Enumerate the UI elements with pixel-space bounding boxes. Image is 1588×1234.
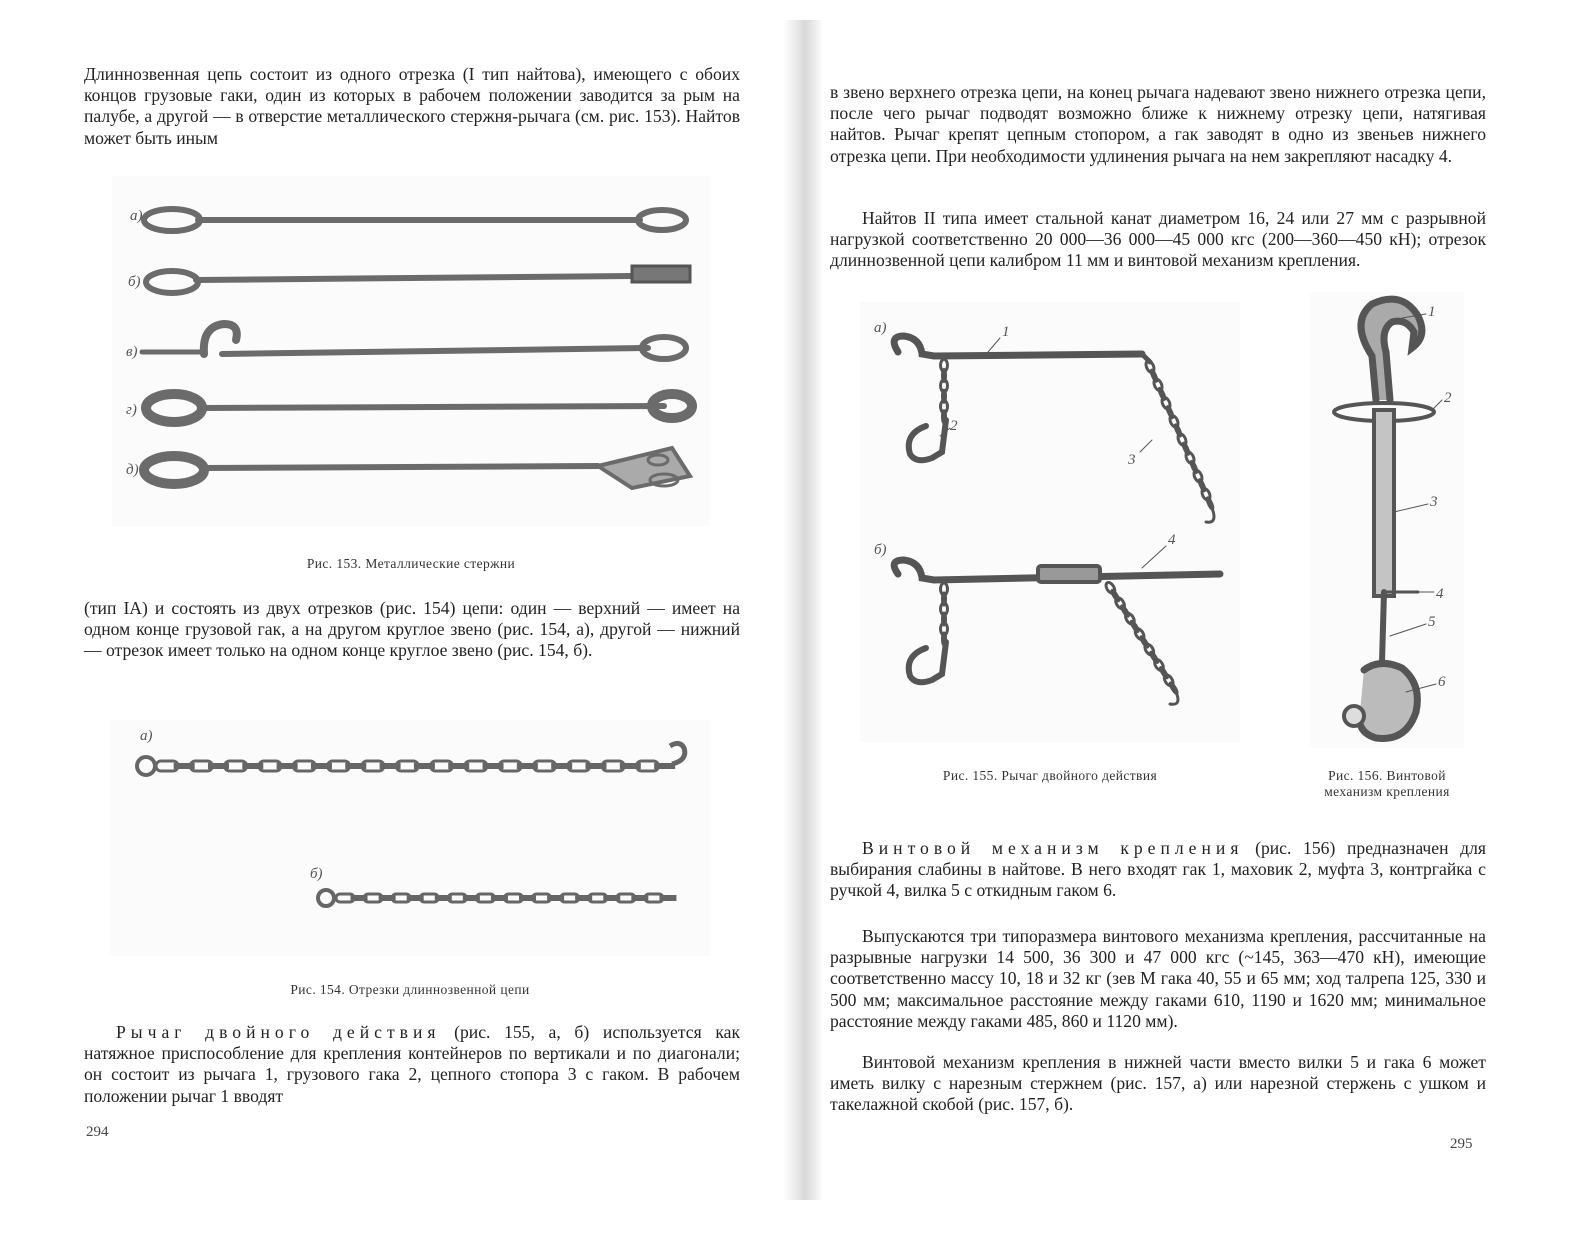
chain-b [336, 894, 675, 902]
right-paragraph-4: Выпускаются три типоразмера винтового механизма крепления, рассчитанные на разрывные нагрузки 14 500, 36 300 и 47 000 кгс (~145, 363—470 кН), имеющие соответственно массу 10, 18 и 32 кг (зев М гака 40, 55 и 65 мм; ход талрепа 125, 330 и 500 мм; максимальное расстояние между гаками 610, 1190 и 1620 мм; минимальное расстояние между гаками 485, 860 и 1120 мм). [830, 926, 1486, 1031]
figure-156-caption: Рис. 156. Винтовой механизм крепления [1324, 768, 1450, 799]
fig154-label-b: б) [310, 866, 323, 882]
fig155-num-2: 2 [950, 418, 958, 434]
fig156-num-5: 5 [1428, 614, 1436, 630]
fig156-num-4: 4 [1436, 586, 1444, 602]
bottom-hook [1359, 663, 1417, 738]
page-number-left: 294 [86, 1124, 109, 1140]
rod-b [146, 266, 690, 293]
fig155-num-3: 3 [1128, 452, 1136, 468]
rod-a [144, 209, 686, 231]
figure-153 [112, 176, 710, 526]
lever-b [894, 560, 1220, 704]
fig155-label-a: а) [874, 320, 887, 336]
term-lever-double-action: Рычаг двойного действия [116, 1022, 441, 1042]
figure-154-drawing [110, 720, 710, 956]
left-paragraph-3-text: (рис. 155, а, б) используется как натяжное приспособление для крепления контейнеров по вертикали и по диагонали; он состоит из рычага 1, грузового гака 2, цепного стопора 3 с гаком. В рабочем положении рычаг 1 вводят [84, 1022, 740, 1106]
figure-156-drawing [1310, 292, 1464, 748]
fig153-label-c: в) [126, 344, 138, 360]
left-paragraph-1: Длиннозвенная цепь состоит из одного отрезка (I тип найтова), имеющего с обоих концов грузовые гаки, один из которых в рабочем положении заводится за рым на палубе, а другой — в отверстие металлического стержня-рычага (см. рис. 153). Найтов может быть иным [84, 64, 740, 148]
figure-154 [110, 720, 710, 956]
top-hook [1361, 299, 1422, 400]
chain-a-hook [670, 743, 685, 764]
chain-a [156, 761, 674, 771]
page-number-right: 295 [1450, 1136, 1473, 1152]
figure-155 [860, 302, 1240, 742]
chain-a-ring [137, 757, 155, 775]
figure-153-drawing [112, 176, 710, 526]
figure-154-caption: Рис. 154. Отрезки длиннозвенной цепи [290, 982, 530, 997]
fig153-label-b: б) [128, 274, 141, 290]
fig156-num-2: 2 [1444, 390, 1452, 406]
figure-155-drawing [860, 302, 1240, 742]
fig155-num-4: 4 [1168, 532, 1176, 548]
right-paragraph-5: Винтовой механизм крепления в нижней части вместо вилки 5 и гака 6 может иметь вилку с нарезным стержнем (рис. 157, а) или нарезной стержень с ушком и такелажной скобой (рис. 157, б). [830, 1052, 1486, 1115]
term-screw-mechanism: Винтовой механизм крепления [862, 838, 1244, 858]
sleeve [1374, 410, 1394, 596]
right-paragraph-1: в звено верхнего отрезка цепи, на конец рычага надевают звено нижнего отрезка цепи, после чего рычаг подводят возможно ближе к нижнему отрезку цепи, натягивая найтов. Рычаг крепят цепным стопором, а гак заводят в одно из звеньев нижнего отрезка цепи. При необходимости удлинения рычага на нем закрепляют насадку 4. [830, 82, 1486, 166]
chain-link [661, 897, 675, 900]
right-page [790, 0, 1588, 1234]
rod-e [144, 448, 690, 488]
left-paragraph-3 [84, 1022, 740, 1107]
rod-d [146, 394, 692, 422]
left-paragraph-2: (тип IA) и состоять из двух отрезков (рис. 154) цепи: один — верхний — имеет на одном конце грузовой гак, а на другом круглое звено (рис. 154, а), другой — нижний — отрезок имеет только на одном конце круглое звено (рис. 154, б). [84, 598, 740, 661]
fig153-label-a: а) [130, 208, 143, 224]
lever-a [894, 336, 1214, 522]
right-paragraph-3-text: (рис. 156) предназначен для выбирания слабины в найтове. В него входят гак 1, маховик 2, муфта 3, контргайка с ручкой 4, вилка 5 с откидным гаком 6. [830, 838, 1486, 901]
fig154-label-a: а) [140, 728, 153, 744]
fig155-num-1: 1 [1002, 324, 1010, 340]
figure-153-caption: Рис. 153. Металлические стержни [306, 556, 516, 571]
fig153-label-d: г) [126, 402, 137, 418]
fig155-label-b: б) [874, 542, 887, 558]
figure-155-caption: Рис. 155. Рычаг двойного действия [942, 768, 1158, 783]
fig156-num-3: 3 [1430, 494, 1438, 510]
right-paragraph-2: Найтов II типа имеет стальной канат диаметром 16, 24 или 27 мм с разрывной нагрузкой соответственно 20 000—36 000—45 000 кгс (200—360—450 кН); отрезок длиннозвенной цепи калибром 11 мм и винтовой механизм крепления. [830, 208, 1486, 271]
figure-156 [1310, 292, 1464, 748]
fig153-label-e: д) [126, 462, 139, 478]
fig156-num-1: 1 [1428, 304, 1436, 320]
rod-c [142, 324, 686, 359]
fig156-num-6: 6 [1438, 674, 1446, 690]
left-page [0, 0, 790, 1234]
right-paragraph-3 [830, 838, 1486, 902]
chain-link [656, 765, 674, 768]
chain-b-ring [318, 890, 334, 906]
